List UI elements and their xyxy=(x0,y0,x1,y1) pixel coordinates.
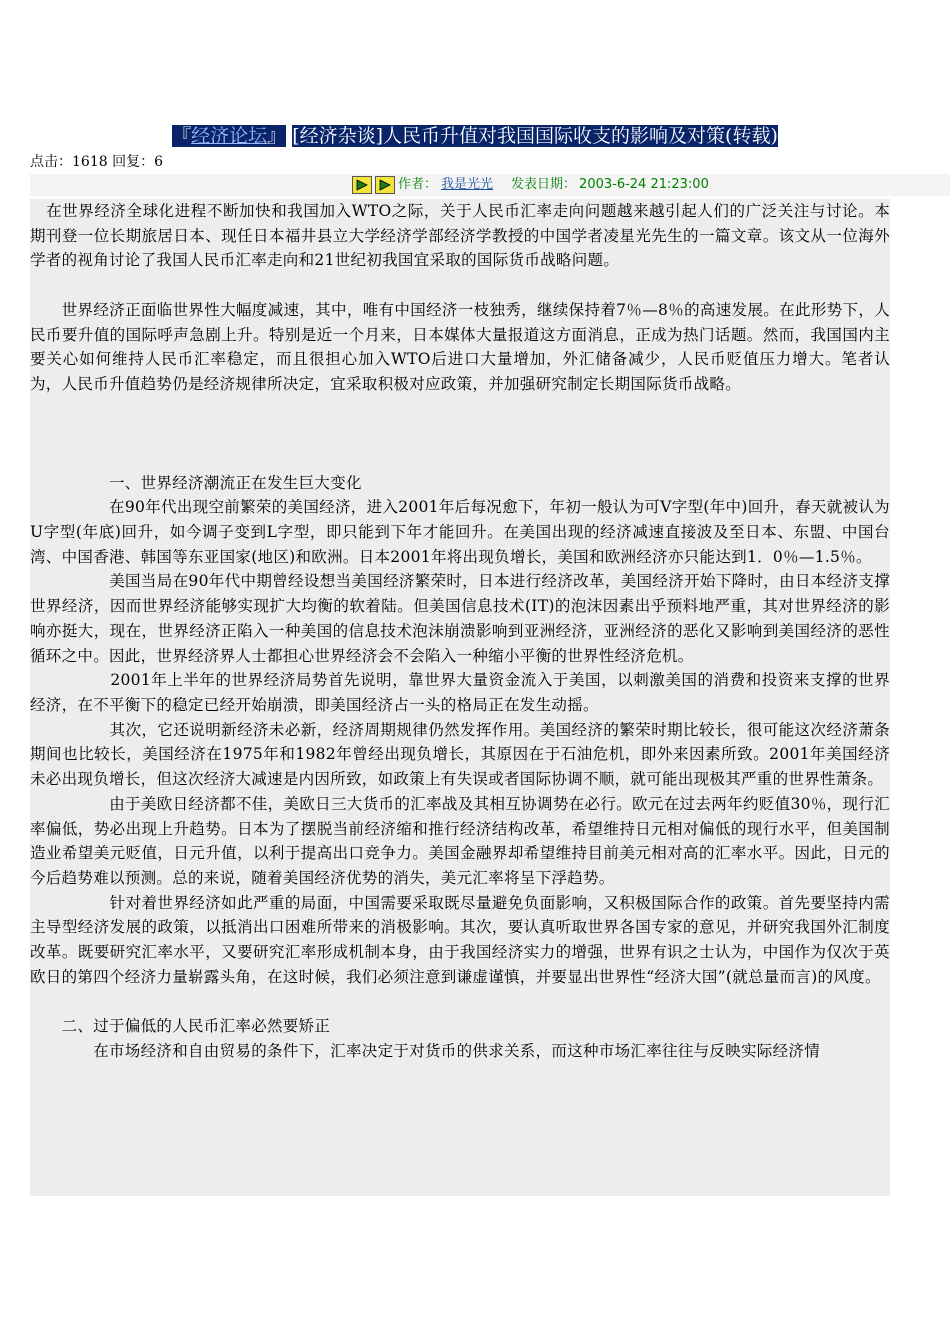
post-meta-bar xyxy=(30,174,950,196)
arrow-right-icon[interactable] xyxy=(375,176,395,194)
forum-link[interactable]: 经济论坛 xyxy=(191,125,268,147)
article-paragraph: 在市场经济和自由贸易的条件下，汇率决定于对货币的供求关系，而这种市场汇率往往与反映实际经济情 xyxy=(30,1041,821,1060)
post-title xyxy=(0,124,950,148)
article-paragraph: 针对着世界经济如此严重的局面，中国需要采取既尽量避免负面影响，又积极国际合作的政策。首先要坚持内需主导型经济发展的政策，以抵消出口困难所带来的消极影响。其次，要认真听取世界各国专家的意见，并研究我国外汇制度改革。既要研究汇率水平，又要研究汇率形成机制本身，由于我国经济实力的增强，世界有识之士认为，中国作为仅次于英欧日的第四个经济力量崭露头角，在这时候，我们必须注意到谦虚谨慎，并要显出世界性“经济大国”(就总量而言)的风度。 xyxy=(30,893,890,986)
article-paragraph: 由于美欧日经济都不佳，美欧日三大货币的汇率战及其相互协调势在必行。欧元在过去两年约贬值30％，现行汇率偏低，势必出现上升趋势。日本为了摆脱当前经济缩和推行经济结构改革，希望维持日元相对偏低的现行水平，但美国制造业希望美元贬值，日元升值，以利于提高出口竞争力。美国金融界却希望维持目前美元相对高的汇率水平。因此，日元的今后趋势难以预测。总的来说，随着美国经济优势的消失，美元汇率将呈下浮趋势。 xyxy=(30,794,890,887)
article-paragraph: 2001年上半年的世界经济局势首先说明，靠世界大量资金流入于美国，以刺激美国的消费和投资来支撑的世界经济，在不平衡下的稳定已经开始崩溃，即美国经济占一头的格局正在发生动摇。 xyxy=(30,671,890,714)
arrow-right-icon[interactable] xyxy=(352,176,372,194)
author-link[interactable]: 我是光光 xyxy=(441,177,494,192)
article-paragraph: 在90年代出现空前繁荣的美国经济，进入2001年后每况愈下，年初一般认为可V字型(年中)回升，春天就被认为U字型(年底)回升，如今调子变到L字型，即只能到下年才能回升。在美国出现的经济减速直接波及至日本、东盟、中国台湾、中国香港、韩国等东亚国家(地区)和欧洲。日本2001年将出现负增长，美国和欧洲经济亦只能达到1．0％—1.5％。 xyxy=(30,498,890,566)
title-bracket-close: 』 xyxy=(267,125,287,147)
article-paragraph: 在世界经济全球化进程不断加快和我国加入WTO之际，关于人民币汇率走向问题越来越引起人们的广泛关注与讨论。本期刊登一位长期旅居日本、现任日本福井县立大学经济学部经济学教授的中国学者凌星光先生的一篇文章。该文从一位海外学者的视角讨论了我国人民币汇率走向和21世纪初我国宜采取的国际货币战略问题。 xyxy=(30,202,890,270)
post-stats: 点击：1618 回复：6 xyxy=(30,154,163,170)
topic-title: [经济杂谈]人民币升值对我国国际收支的影响及对策(转载) xyxy=(292,125,778,147)
section-heading: 二、过于偏低的人民币汇率必然要矫正 xyxy=(30,1017,331,1036)
article-body xyxy=(30,199,890,1196)
article-paragraph: 美国当局在90年代中期曾经设想当美国经济繁荣时，日本进行经济改革，美国经济开始下降时，由日本经济支撑世界经济，因而世界经济能够实现扩大均衡的软着陆。但美国信息技术(IT)的泡沫因素出乎预料地严重，其对世界经济的影响亦挺大，现在，世界经济正陷入一种美国的信息技术泡沫崩溃影响到亚洲经济，亚洲经济的恶化又影响到美国经济的恶性循环之中。因此，世界经济界人士都担心世界经济会不会陷入一种缩小平衡的世界性经济危机。 xyxy=(30,572,890,665)
article-paragraph: 世界经济正面临世界性大幅度减速，其中，唯有中国经济一枝独秀，继续保持着7％—8％的高速发展。在此形势下，人民币要升值的国际呼声急剧上升。特别是近一个月来，日本媒体大量报道这方面消息，正成为热门话题。然而，我国国内主要关心如何维持人民币汇率稳定，而且很担心加入WTO后进口大量增加，外汇储备减少，人民币贬值压力增大。笔者认为，人民币升值趋势仍是经济规律所决定，宜采取积极对应政策，并加强研究制定长期国际货币战略。 xyxy=(30,300,890,393)
section-heading: 一、世界经济潮流正在发生巨大变化 xyxy=(30,473,362,492)
article-paragraph: 其次，它还说明新经济未必新，经济周期规律仍然发挥作用。美国经济的繁荣时期比较长，很可能这次经济萧条期间也比较长，美国经济在1975年和1982年曾经出现负增长，其原因在于石油危机，即外来因素所致。2001年美国经济未必出现负增长，但这次经济大减速是内因所致，如政策上有失误或者国际协调不顺，就可能出现极其严重的世界性萧条。 xyxy=(30,720,890,789)
title-bracket-open: 『 xyxy=(172,125,192,147)
title-highlight xyxy=(172,125,286,147)
author-label: 作者： xyxy=(398,177,438,192)
date-label: 发表日期： xyxy=(511,177,577,192)
post-date: 2003-6-24 21:23:00 xyxy=(579,177,709,192)
